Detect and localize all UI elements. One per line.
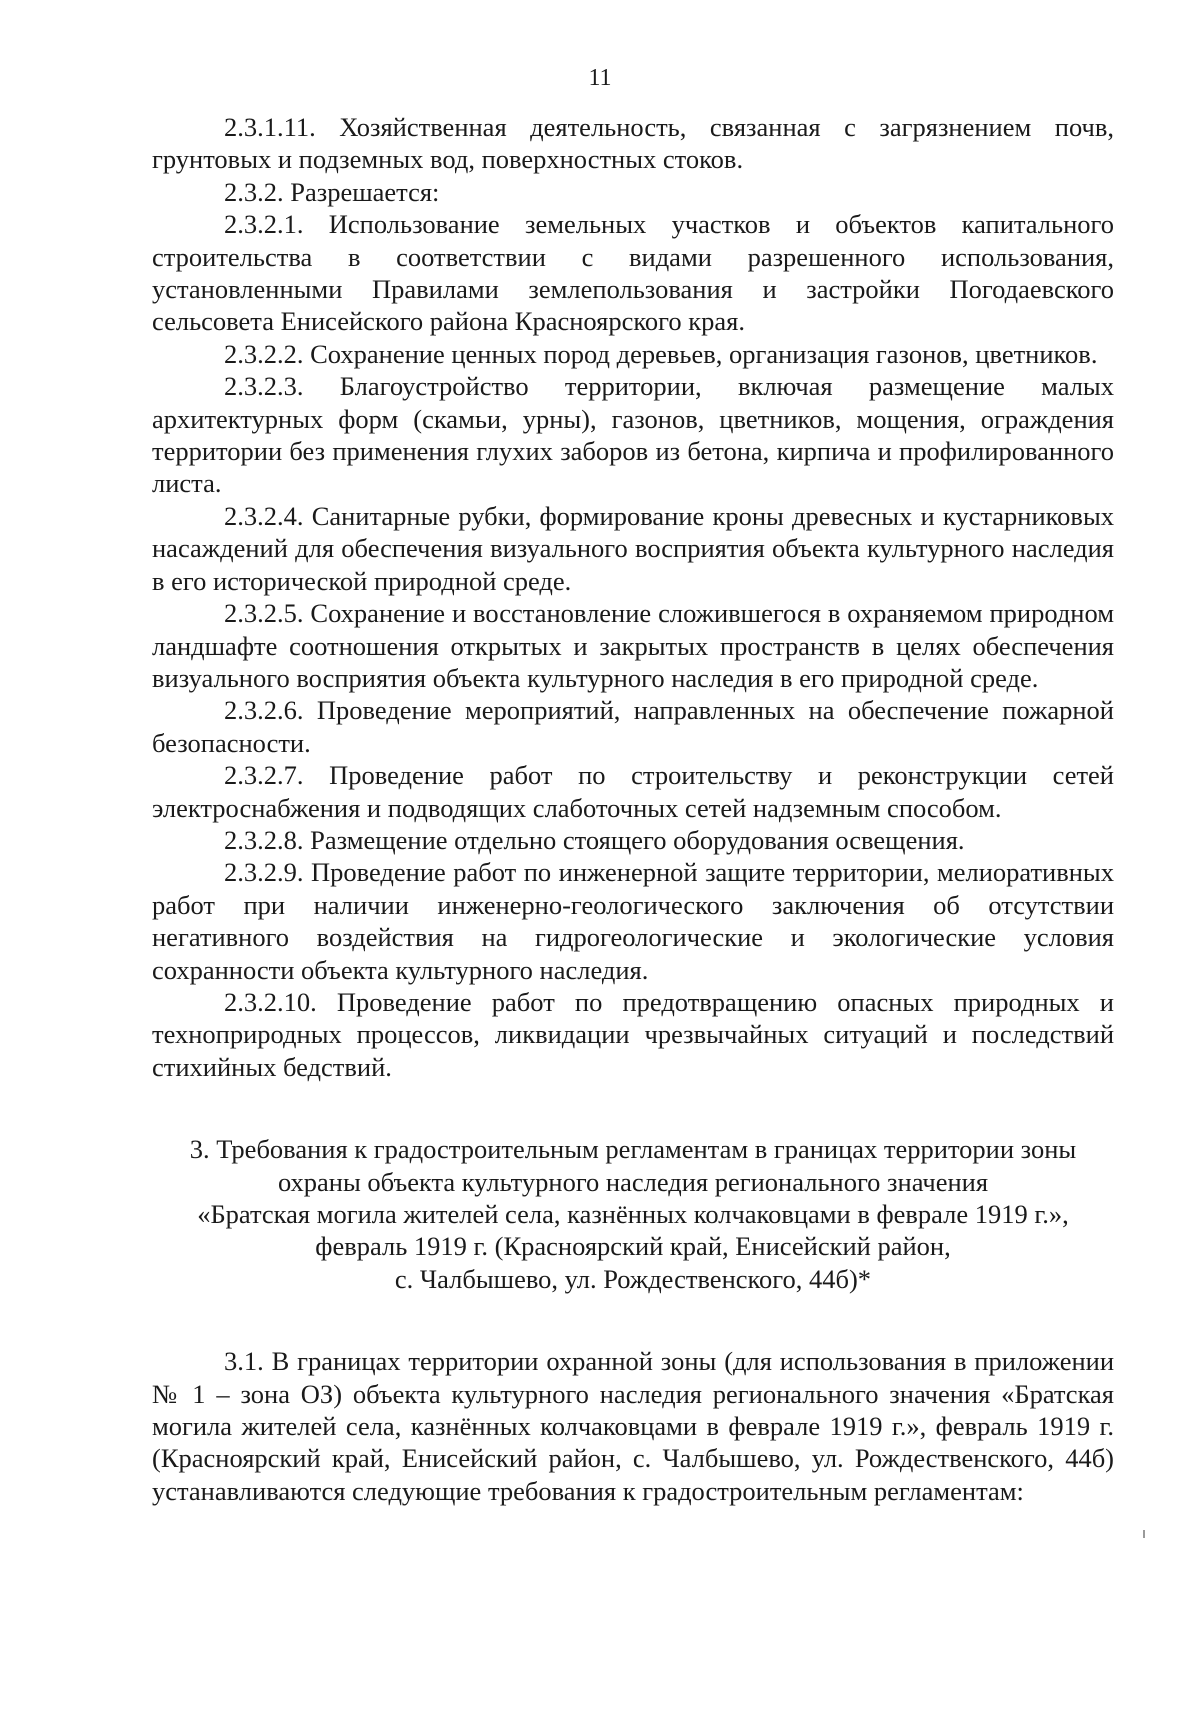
scan-speck xyxy=(1143,1530,1145,1538)
document-body xyxy=(152,111,1114,1507)
paragraph-2-3-2-6: 2.3.2.6. Проведение мероприятий, направленных на обеспечение пожарной безопасности. xyxy=(152,695,1114,758)
paragraph-2-3-2-4: 2.3.2.4. Санитарные рубки, формирование кроны древесных и кустарниковых насаждений для обеспечения визуального восприятия объекта культурного наследия в его исторической природной среде. xyxy=(152,500,1114,596)
page-number: 11 xyxy=(588,65,612,91)
paragraph-2-3-2-10: 2.3.2.10. Проведение работ по предотвращению опасных природных и техноприродных процессов, ликвидации чрезвычайных ситуаций и последствий стихийных бедствий. xyxy=(152,986,1114,1082)
section-heading-line: с. Чалбышево, ул. Рождественского, 44б)* xyxy=(394,1263,872,1294)
paragraph-2-3-2-9: 2.3.2.9. Проведение работ по инженерной защите территории, мелиоративных работ при наличии инженерно-геологического заключения об отсутствии негативного воздействия на гидрогеологические и экологические условия сохранности объекта культурного наследия. xyxy=(152,857,1114,985)
section-heading-line: февраль 1919 г. (Красноярский край, Енисейский район, xyxy=(315,1231,951,1262)
section-heading-line: «Братская могила жителей села, казнённых колчаковцами в феврале 1919 г.», xyxy=(197,1199,1069,1229)
section-heading-line: охраны объекта культурного наследия регионального значения xyxy=(277,1166,989,1197)
paragraph-2-3-2-7: 2.3.2.7. Проведение работ по строительству и реконструкции сетей электроснабжения и подводящих слаботочных сетей надземным способом. xyxy=(152,760,1114,823)
paragraph-2-3-2-8: 2.3.2.8. Размещение отдельно стоящего оборудования освещения. xyxy=(224,824,965,855)
paragraph-2-3-2: 2.3.2. Разрешается: xyxy=(224,176,440,207)
paragraph-3-1: 3.1. В границах территории охранной зоны (для использования в приложении № 1 – зона ОЗ) объекта культурного наследия регионального значения «Братская могила жителей села, казнённых колчаковцами в феврале 1919 г.», февраль 1919 г. (Красноярский край, Енисейский район, с. Чалбышево, ул. Рождественского, 44б) устанавливаются следующие требования к градостроительным регламентам: xyxy=(152,1346,1114,1506)
section-3-heading xyxy=(152,1133,1114,1295)
paragraph-2-3-2-1: 2.3.2.1. Использование земельных участков и объектов капитального строительства в соответствии с видами разрешенного использования, установленными Правилами землепользования и застройки Погодаевского сельсовета Енисейского района Красноярского края. xyxy=(152,209,1114,337)
paragraph-2-3-1-11: 2.3.1.11. Хозяйственная деятельность, связанная с загрязнением почв, грунтовых и подземных вод, поверхностных стоков. xyxy=(152,112,1114,175)
section-heading-line: 3. Требования к градостроительным регламентам в границах территории зоны xyxy=(189,1134,1077,1165)
paragraph-2-3-2-3: 2.3.2.3. Благоустройство территории, включая размещение малых архитектурных форм (скамьи, урны), газонов, цветников, мощения, ограждения территории без применения глухих заборов из бетона, кирпича и профилированного листа. xyxy=(152,371,1114,499)
paragraph-2-3-2-5: 2.3.2.5. Сохранение и восстановление сложившегося в охраняемом природном ландшафте соотношения открытых и закрытых пространств в целях обеспечения визуального восприятия объекта культурного наследия в его природной среде. xyxy=(152,598,1114,693)
paragraph-2-3-2-2: 2.3.2.2. Сохранение ценных пород деревьев, организация газонов, цветников. xyxy=(224,338,1098,369)
